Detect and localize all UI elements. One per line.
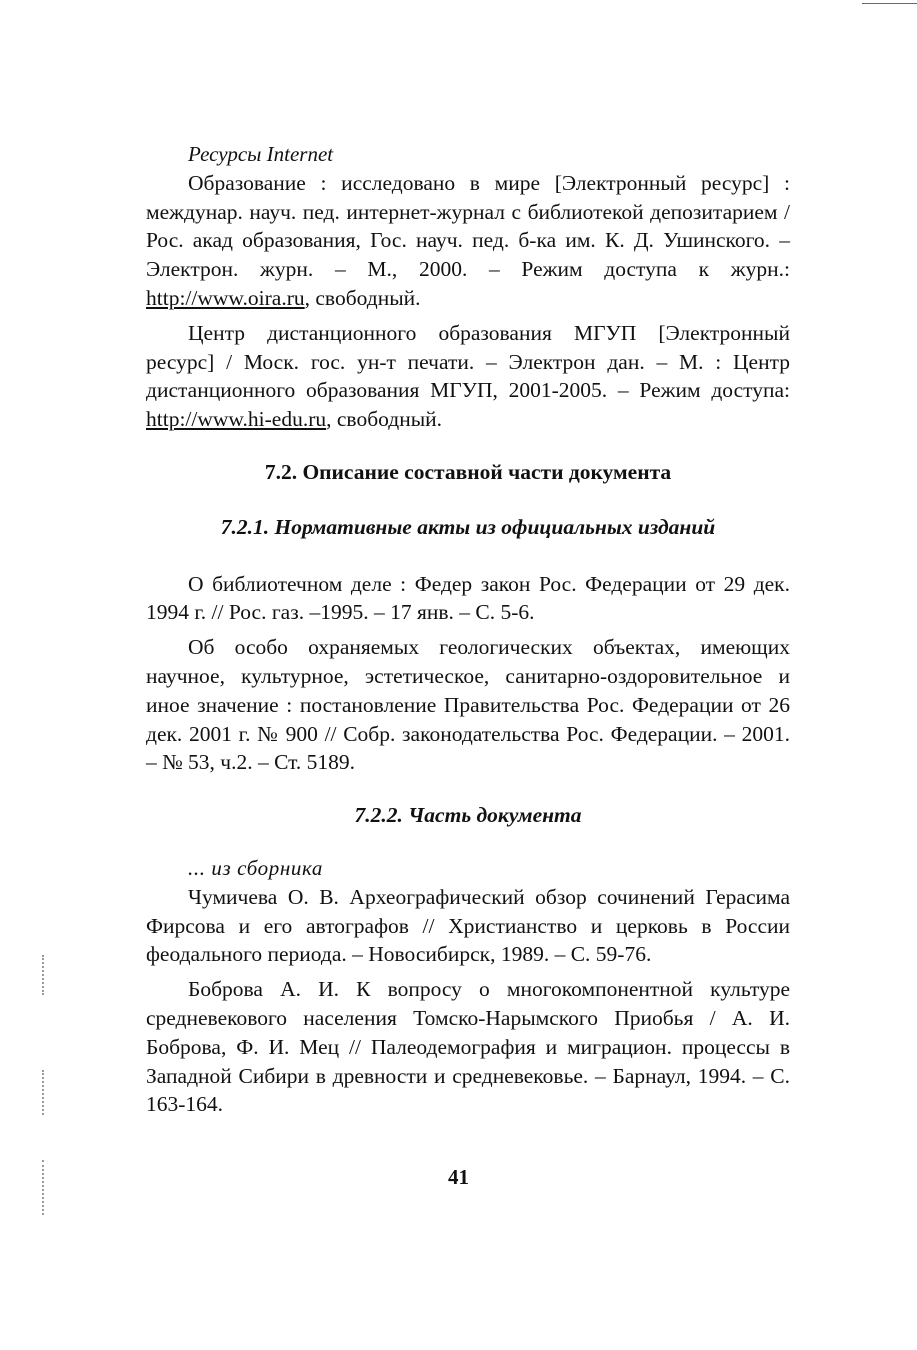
scan-margin-dots (42, 1070, 46, 1115)
resource-link[interactable]: http://www.hi-edu.ru (146, 407, 327, 432)
page-top-rule (862, 3, 917, 4)
bibliography-entry: Об особо охраняемых геологических объектах, имеющих научное, культурное, эстетическое, санитарно-оздоровительное и иное значение : постановление Правительства Рос. Федерации от 26 дек. 2001 г. № 900 // Собр. законодательства Рос. Федерации. – 2001. – № 53, ч.2. – Ст. 5189. (146, 635, 790, 775)
subsection-heading-7-2-2: 7.2.2. Часть документа (354, 803, 582, 828)
entry-text: Центр дистанционного образования МГУП [Электронный ресурс] / Моск. гос. ун-т печати. – Электрон дан. – М. : Центр дистанционного образования МГУП, 2001-2005. – Режим доступа: (146, 320, 790, 403)
entry-text: Образование : исследовано в мире [Электронный ресурс] : междунар. науч. пед. интернет-журнал с библиотекой депозитарием / Рос. акад образования, Гос. науч. пед. б-ка им. К. Д. Ушинского. – Электрон. журн. – М., 2000. – Режим доступа к журн.: (146, 170, 790, 282)
bibliography-entry (146, 169, 790, 313)
collection-label: ... из сборника (188, 855, 323, 880)
resource-link[interactable]: http://www.oira.ru (146, 285, 305, 310)
page-number: 41 (448, 1165, 469, 1189)
section-heading-7-2: 7.2. Описание составной части документа (264, 459, 672, 484)
internet-resources-label: Ресурсы Internet (188, 142, 334, 166)
entry-text-end: , свободный. (304, 285, 421, 310)
bibliography-entry: Боброва А. И. К вопросу о многокомпонентной культуре средневекового населения Томско-Нарымского Приобья / А. И. Боброва, Ф. И. Мец // Палеодемография и миграцион. процессы в Западной Сибири в древности и средневековье. – Барнаул, 1994. – С. 163-164. (146, 977, 790, 1117)
bibliography-entry: О библиотечном деле : Федер закон Рос. Федерации от 29 дек. 1994 г. // Рос. газ. –1995. – 17 янв. – С. 5-6. (146, 571, 790, 625)
bibliography-entry (146, 319, 790, 434)
entry-text-end: , свободный. (326, 407, 443, 432)
subsection-heading-7-2-1: 7.2.1. Нормативные акты из официальных изданий (220, 514, 716, 539)
scan-margin-dots (42, 955, 46, 995)
bibliography-entry: Чумичева О. В. Археографический обзор сочинений Герасима Фирсова и его автографов // Христианство и церковь в России феодального периода. – Новосибирск, 1989. – С. 59-76. (146, 884, 790, 967)
page-content (146, 140, 790, 1125)
